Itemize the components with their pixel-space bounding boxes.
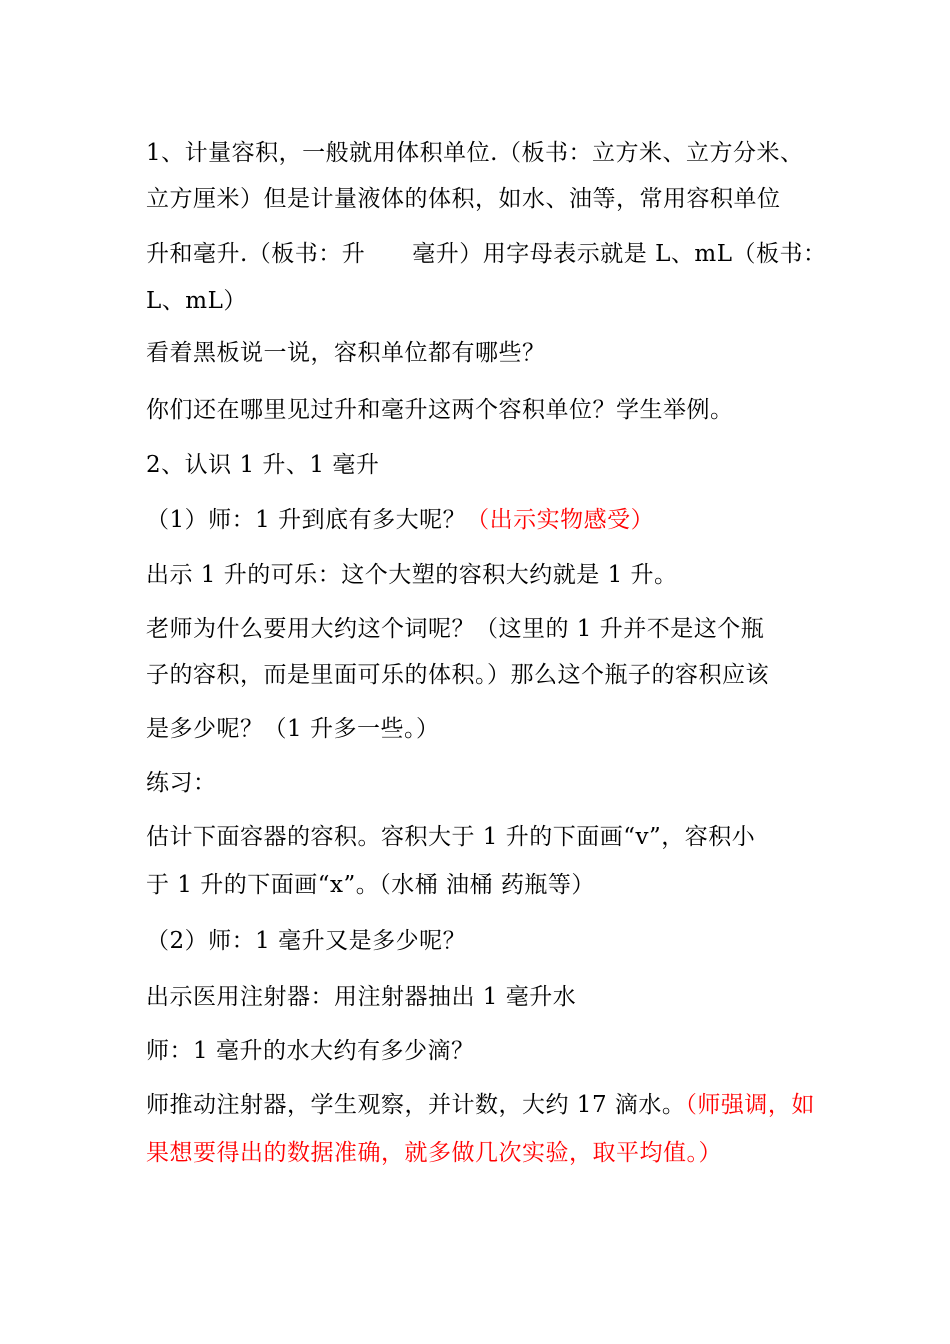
paragraph-1-line-4: L、mL） bbox=[146, 288, 247, 314]
paragraph-13-text: 师推动注射器，学生观察，并计数，大约 17 滴水。 bbox=[146, 1092, 686, 1118]
paragraph-7-line-3: 是多少呢？（1 升多一些。） bbox=[146, 716, 440, 742]
paragraph-5-text: （1）师：1 升到底有多大呢？ bbox=[146, 507, 467, 533]
paragraph-7-line-2: 子的容积，而是里面可乐的体积。）那么这个瓶子的容积应该 bbox=[146, 662, 769, 688]
paragraph-1-line-2: 立方厘米）但是计量液体的体积，如水、油等，常用容积单位 bbox=[146, 186, 781, 212]
paragraph-12: 师：1 毫升的水大约有多少滴？ bbox=[146, 1038, 475, 1064]
paragraph-13-line-1 bbox=[146, 1090, 826, 1120]
paragraph-1-line-3: 升和毫升.（板书：升 毫升）用字母表示就是 L、mL（板书： bbox=[146, 241, 827, 267]
paragraph-2: 看着黑板说一说，容积单位都有哪些？ bbox=[146, 340, 546, 366]
paragraph-9-line-1: 估计下面容器的容积。容积大于 1 升的下面画“v”，容积小 bbox=[146, 824, 756, 850]
paragraph-13-red-note-start: （师强调，如 bbox=[685, 1092, 815, 1118]
paragraph-4-heading: 2、认识 1 升、1 毫升 bbox=[146, 452, 380, 478]
paragraph-9-line-2: 于 1 升的下面画“x”。（水桶 油桶 药瓶等） bbox=[146, 872, 595, 898]
paragraph-7-line-1: 老师为什么要用大约这个词呢？（这里的 1 升并不是这个瓶 bbox=[146, 616, 765, 642]
paragraph-3: 你们还在哪里见过升和毫升这两个容积单位？学生举例。 bbox=[146, 397, 734, 423]
paragraph-6: 出示 1 升的可乐：这个大塑的容积大约就是 1 升。 bbox=[146, 562, 678, 588]
paragraph-5-red-note: （出示实物感受） bbox=[466, 507, 655, 533]
paragraph-11: 出示医用注射器：用注射器抽出 1 毫升水 bbox=[146, 984, 577, 1010]
paragraph-5 bbox=[146, 505, 826, 535]
paragraph-13-red-note-end: 果想要得出的数据准确，就多做几次实验，取平均值。） bbox=[146, 1140, 722, 1166]
paragraph-1-line-1: 1、计量容积，一般就用体积单位.（板书：立方米、立方分米、 bbox=[146, 140, 804, 166]
paragraph-10: （2）师：1 毫升又是多少呢？ bbox=[146, 928, 467, 954]
paragraph-8-label: 练习： bbox=[146, 770, 217, 796]
